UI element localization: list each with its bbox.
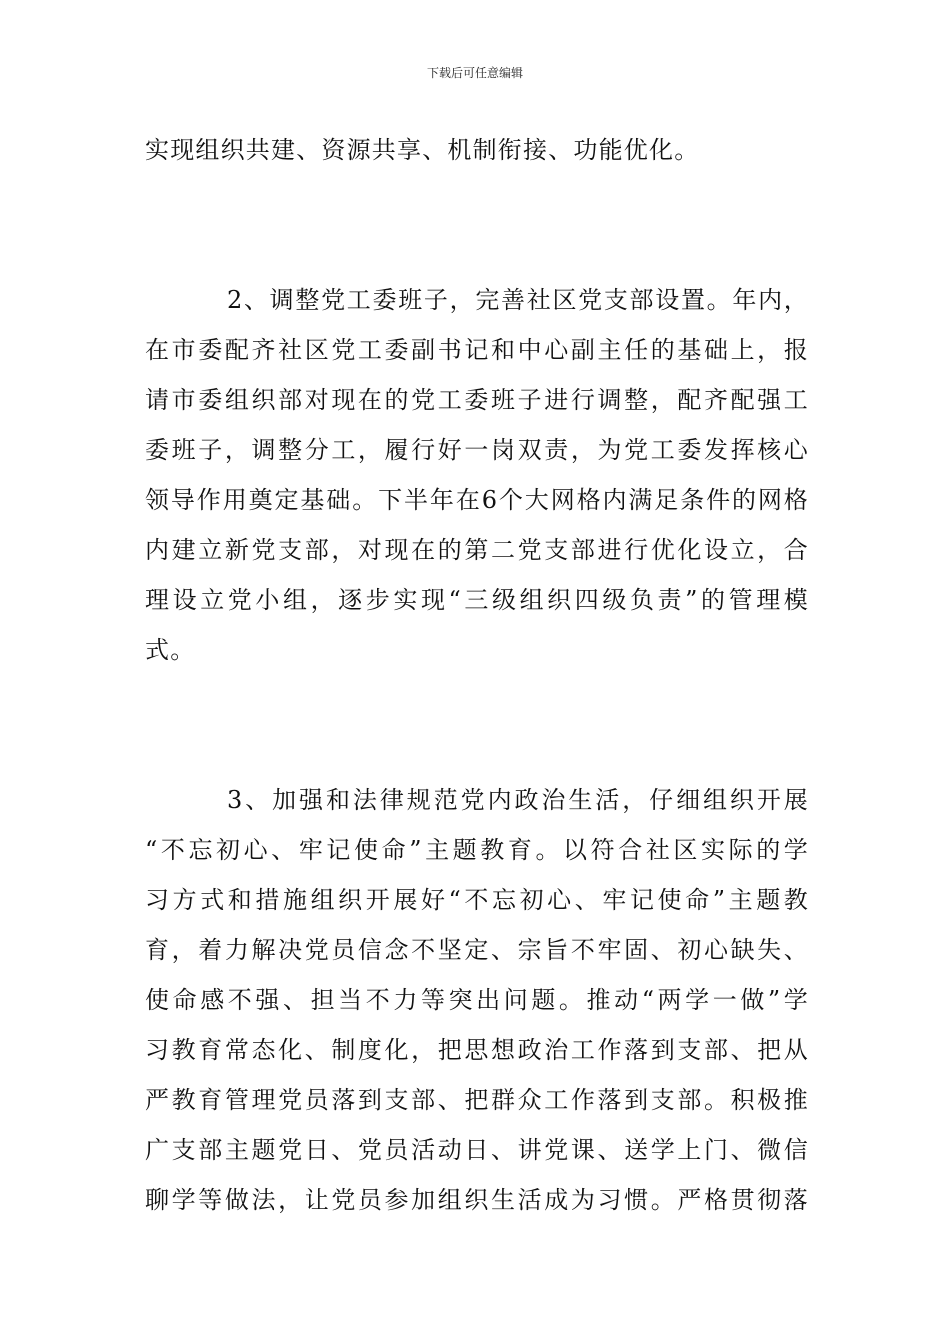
paragraph-line: 理设立党小组，逐步实现“三级组织四级负责”的管理模 [145,586,809,614]
paragraph-line: 请市委组织部对现在的党工委班子进行调整，配齐配强工 [145,386,809,414]
paragraph-item-3 [145,775,809,1225]
paragraph-line: 2、调整党工委班子，完善社区党支部设置。年内， [227,286,809,314]
paragraph-line: 实现组织共建、资源共享、机制衔接、功能优化。 [145,136,700,164]
paragraph-item-2 [145,275,809,675]
paragraph-line: 严教育管理党员落到支部、把群众工作落到支部。积极推 [145,1086,809,1114]
paragraph-line: 使命感不强、担当不力等突出问题。推动“两学一做”学 [145,986,809,1014]
paragraph-line: “不忘初心、牢记使命”主题教育。以符合社区实际的学 [145,836,809,864]
paragraph-line: 内建立新党支部，对现在的第二党支部进行优化设立，合 [145,536,809,564]
paragraph-line: 3、加强和法律规范党内政治生活，仔细组织开展 [227,786,809,814]
paragraph-line: 习教育常态化、制度化，把思想政治工作落到支部、把从 [145,1036,809,1064]
paragraph-line: 委班子，调整分工，履行好一岗双责，为党工委发挥核心 [145,436,809,464]
paragraph-line: 育，着力解决党员信念不坚定、宗旨不牢固、初心缺失、 [145,936,809,964]
paragraph-line: 式。 [145,636,196,664]
paragraph-line: 聊学等做法，让党员参加组织生活成为习惯。严格贯彻落 [145,1186,809,1214]
paragraph-line: 领导作用奠定基础。下半年在6个大网格内满足条件的网格 [145,486,809,514]
page-header-note: 下载后可任意编辑 [426,66,523,80]
paragraph-line: 在市委配齐社区党工委副书记和中心副主任的基础上，报 [145,336,809,364]
paragraph-continuation [145,125,809,175]
paragraph-line: 广支部主题党日、党员活动日、讲党课、送学上门、微信 [145,1136,809,1164]
paragraph-line: 习方式和措施组织开展好“不忘初心、牢记使命”主题教 [145,886,809,914]
